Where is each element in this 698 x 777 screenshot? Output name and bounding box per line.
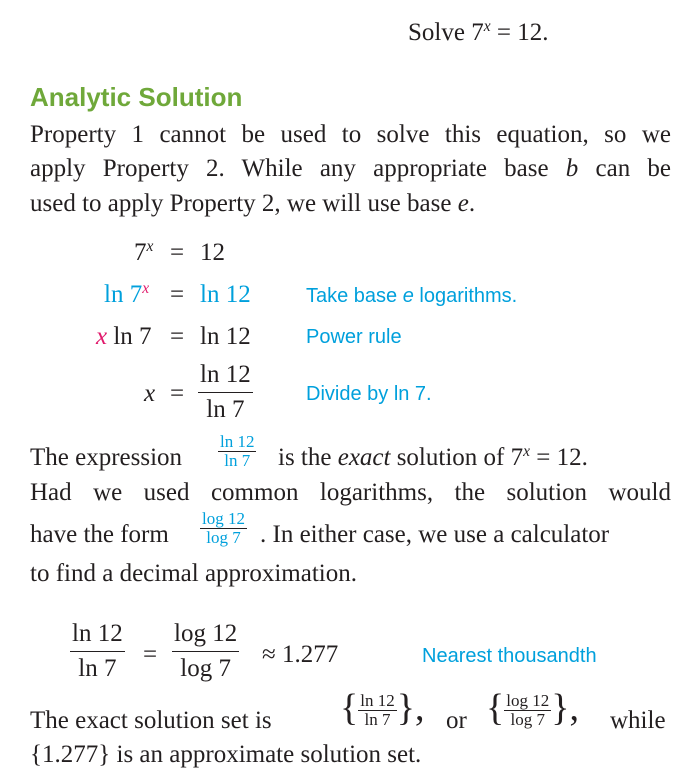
step-4-fraction [198,358,253,427]
solution-set-1 [340,686,425,729]
s2-ln: ln [104,281,130,308]
approx-note: Nearest thousandth [422,645,597,667]
header-exp: x [483,18,491,36]
common-den: log 7 [206,528,241,547]
step-4-note: Divide by ln 7. [306,383,432,405]
s1-exp: x [146,238,154,256]
step-3-eq: = [170,323,185,350]
s2-exp: x [142,280,150,298]
approx-value: ≈ 1.277 [262,641,339,668]
approx-eq: = [143,641,158,668]
exact-e: = 12. [536,444,588,471]
exact-exp: x [523,443,530,461]
solution-a: The exact solution set is [30,707,272,734]
s2-note-c: logarithms. [413,285,518,307]
exact-den: ln 7 [224,451,251,470]
intro-line-3 [30,187,475,221]
s3-ln7: ln 7 [107,323,152,350]
exact-num: ln 12 [220,432,255,451]
approx-den1: ln 7 [78,655,117,682]
s4-num: ln 12 [198,358,253,393]
exact-d: solution of [396,444,505,471]
step-2-lhs [104,278,149,315]
approx-fraction-2 [172,617,239,686]
solution-set-2 [486,686,579,729]
common-l2b: . In either case, we use a calculator [260,521,610,548]
step-1-lhs [134,236,153,273]
sol-fraction-2 [504,692,551,729]
exact-fraction [218,433,256,470]
exact-rest [278,441,588,478]
sol-open2: { [486,686,505,729]
step-4-eq: = [170,380,185,407]
approx-den2: log 7 [180,655,231,682]
exact-c: exact [337,444,391,471]
intro-l2c: can be [578,155,671,182]
common-fraction [200,510,247,547]
solution-line-1 [30,686,671,744]
sol-close1: }, [396,686,425,729]
intro-l3c: . [468,190,476,217]
intro-l2a: apply Property 2. While any appropriate base [30,155,566,182]
step-3-rhs: ln 12 [200,323,251,350]
step-4-x [144,377,155,411]
problem-statement [408,16,548,53]
common-line-1: Had we used common logarithms, the solution would [30,479,671,506]
solution-line-2: {1.277} is an approximate solution set. [30,741,422,768]
common-line-3: to find a decimal approximation. [30,560,357,587]
common-line-2 [30,508,671,558]
s4-x: x [144,380,156,407]
sol-num1: ln 12 [360,691,395,710]
sol-den1: ln 7 [364,710,391,729]
approx-fraction-1 [70,617,125,686]
sol-num2: log 12 [506,691,550,710]
section-title: Analytic Solution [30,82,243,112]
intro-l3a: used to apply Property 2, we will use base [30,190,458,217]
step-2-note [306,283,517,309]
s2-base: 7 [129,281,143,308]
sol-close2: }, [551,686,579,729]
exact-base: 7 [510,444,524,471]
s2-note-a: Take base [306,285,403,307]
common-num: log 12 [202,509,245,528]
step-2-rhs: ln 12 [200,281,251,308]
solution-or: or [446,707,467,734]
step-3-note: Power rule [306,326,402,348]
s4-den: ln 7 [206,396,245,423]
s3-x: x [96,323,108,350]
exact-a: The expression [30,444,183,471]
sol-open1: { [340,686,359,729]
exact-b: is the [278,444,332,471]
header-base: 7 [471,19,484,46]
solution-b: while [610,707,666,734]
approx-num1: ln 12 [70,617,125,652]
sol-fraction-1 [358,692,396,729]
exact-line [30,433,671,479]
s1-base: 7 [134,239,147,266]
sol-den2: log 7 [510,710,545,729]
step-1-rhs: 12 [200,239,225,266]
intro-l3b: e [457,190,469,217]
intro-line-1: Property 1 cannot be used to solve this equation, so we [30,121,671,148]
common-l2a: have the form [30,521,169,548]
approx-num2: log 12 [172,617,239,652]
header-prefix: Solve [408,19,472,46]
intro-line-2 [30,152,671,186]
step-2-eq: = [170,281,185,308]
s2-note-b: e [402,285,414,307]
step-3-lhs [96,320,152,354]
header-rest: = 12. [490,19,549,46]
intro-l2b: b [565,155,579,182]
step-1-eq: = [170,239,185,266]
